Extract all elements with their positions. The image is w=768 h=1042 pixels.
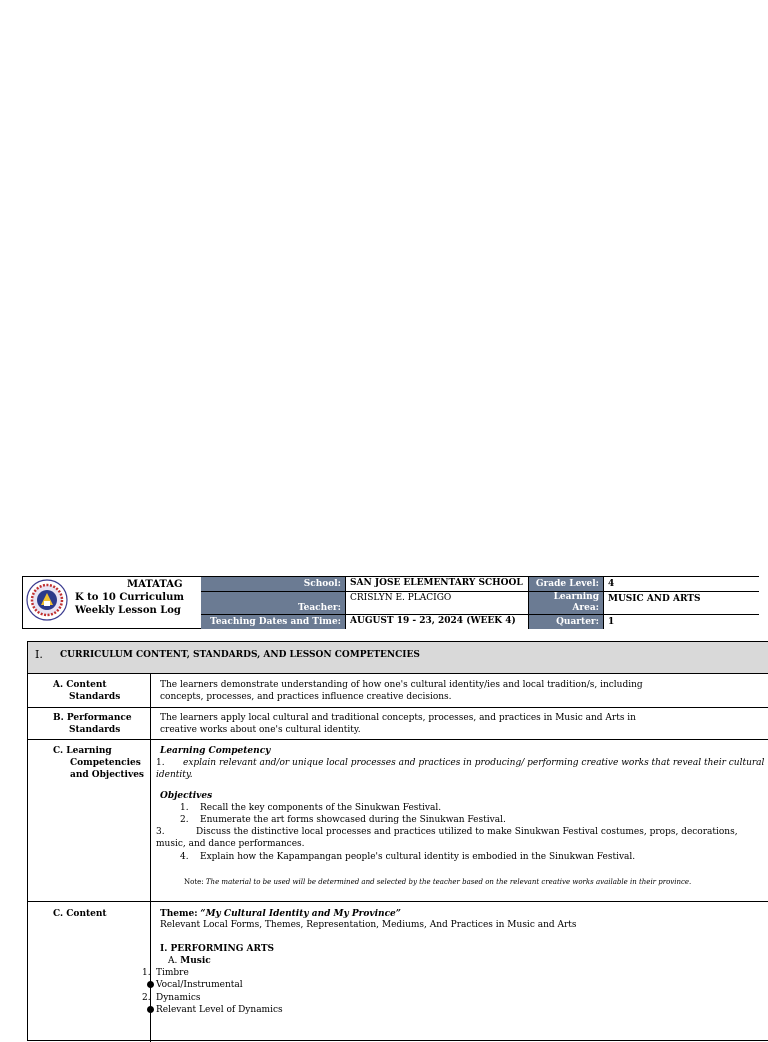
competencies-label-line-3: and Objectives [70, 770, 144, 780]
quarter-label: Quarter: [529, 615, 604, 629]
music-label: Music [180, 956, 211, 966]
objective-2: 2. Enumerate the art forms showcased during the Sinukwan Festival. [180, 815, 506, 825]
competency-text-line-2: identity. [156, 770, 193, 780]
quarter-value: 1 [604, 615, 759, 629]
performance-standards-text-line-2: creative works about one's cultural identity. [160, 725, 361, 735]
performance-standards-row [28, 708, 768, 740]
objective-4: 4. Explain how the Kapampangan people's cultural identity is embodied in the Sinukwan Festival. [180, 852, 636, 862]
bullet-icon [147, 1006, 154, 1013]
teaching-dates-value: AUGUST 19 - 23, 2024 (WEEK 4) [346, 615, 529, 629]
content-row [28, 902, 768, 1042]
note-text: The material to be used will be determined and selected by the teacher based on the relevant creative works available in their province. [205, 878, 692, 886]
performance-standards-label-line-1: B. Performance [53, 713, 132, 723]
item-2-number: 2. [142, 993, 151, 1003]
teaching-dates-label: Teaching Dates and Time: [201, 615, 346, 629]
content-label-cell [28, 902, 151, 1042]
item-1-sub: Vocal/Instrumental [156, 980, 243, 990]
item-1-number: 1. [142, 968, 151, 978]
content-standards-label-line-2: Standards [69, 692, 121, 702]
learning-area-value: MUSIC AND ARTS [604, 592, 759, 615]
competencies-label [28, 740, 151, 901]
performing-arts-heading: I. PERFORMING ARTS [160, 944, 275, 954]
item-1-label: Timbre [156, 968, 189, 978]
objective-3-line-2: music, and dance performances. [156, 839, 305, 849]
content-label: C. Content [53, 909, 107, 919]
performance-standards-text [160, 712, 766, 736]
content-standards-label-line-1: A. Content [53, 680, 107, 690]
section-header [28, 642, 768, 674]
content-standards-text [160, 679, 766, 703]
performance-standards-label-line-2: Standards [69, 725, 121, 735]
competencies-label-line-2: Competencies [70, 758, 141, 768]
teacher-label: Teacher: [201, 592, 346, 615]
learning-area-label-line-1: Learning [553, 592, 599, 602]
header-title-line-1: MATATAG [127, 579, 183, 590]
objectives-heading: Objectives [160, 791, 213, 801]
music-heading [168, 955, 211, 967]
school-value: SAN JOSE ELEMENTARY SCHOOL [346, 577, 529, 592]
competency-text-line-1: explain relevant and/or unique local processes and practices in producing/ performing creative works that reveal their cultural [183, 758, 765, 768]
objective-3-number: 3. [156, 827, 165, 837]
lesson-log-header [22, 576, 759, 629]
deped-seal-icon [26, 579, 68, 621]
lesson-table [27, 641, 768, 1041]
content-subtitle: Relevant Local Forms, Themes, Representation, Mediums, And Practices in Music and Arts [160, 920, 577, 930]
performance-standards-label [28, 708, 151, 739]
music-prefix: A. [168, 956, 178, 966]
header-title [75, 578, 201, 617]
competency-note [184, 878, 691, 886]
objective-1: 1. Recall the key components of the Sinukwan Festival. [180, 803, 442, 813]
performance-standards-text-line-1: The learners apply local cultural and traditional concepts, processes, and practices in Music and Arts in [160, 713, 636, 723]
header-title-line-2: K to 10 Curriculum [75, 592, 184, 603]
teacher-value: CRISLYN E. PLACIGO [346, 592, 529, 615]
theme-label: Theme: [160, 909, 198, 919]
competencies-label-line-1: C. Learning [53, 746, 112, 756]
learning-area-label-line-2: Area: [572, 603, 599, 613]
bullet-icon [147, 981, 154, 988]
grade-level-value: 4 [604, 577, 759, 592]
item-2-sub: Relevant Level of Dynamics [156, 1005, 283, 1015]
learning-competency-heading: Learning Competency [160, 746, 271, 756]
grade-level-label: Grade Level: [529, 577, 604, 592]
item-2-label: Dynamics [156, 993, 201, 1003]
section-title: CURRICULUM CONTENT, STANDARDS, AND LESSON COMPETENCIES [60, 650, 420, 660]
header-title-line-3: Weekly Lesson Log [75, 605, 181, 616]
content-standards-text-line-1: The learners demonstrate understanding of how one's cultural identity/ies and local tradition/s, including [160, 680, 643, 690]
content-standards-text-line-2: concepts, processes, and practices influence creative decisions. [160, 692, 452, 702]
note-prefix: Note: [184, 878, 204, 886]
objective-3-line-1: Discuss the distinctive local processes and practices utilized to make Sinukwan Festival costumes, props, decorations, [196, 827, 738, 837]
school-label: School: [201, 577, 346, 592]
content-standards-row [28, 674, 768, 708]
competencies-row [28, 740, 768, 902]
competency-number: 1. [156, 758, 165, 768]
learning-area-label [529, 592, 604, 615]
section-number: I. [35, 648, 43, 661]
theme-value: “My Cultural Identity and My Province” [200, 909, 401, 919]
content-standards-label [28, 674, 151, 707]
